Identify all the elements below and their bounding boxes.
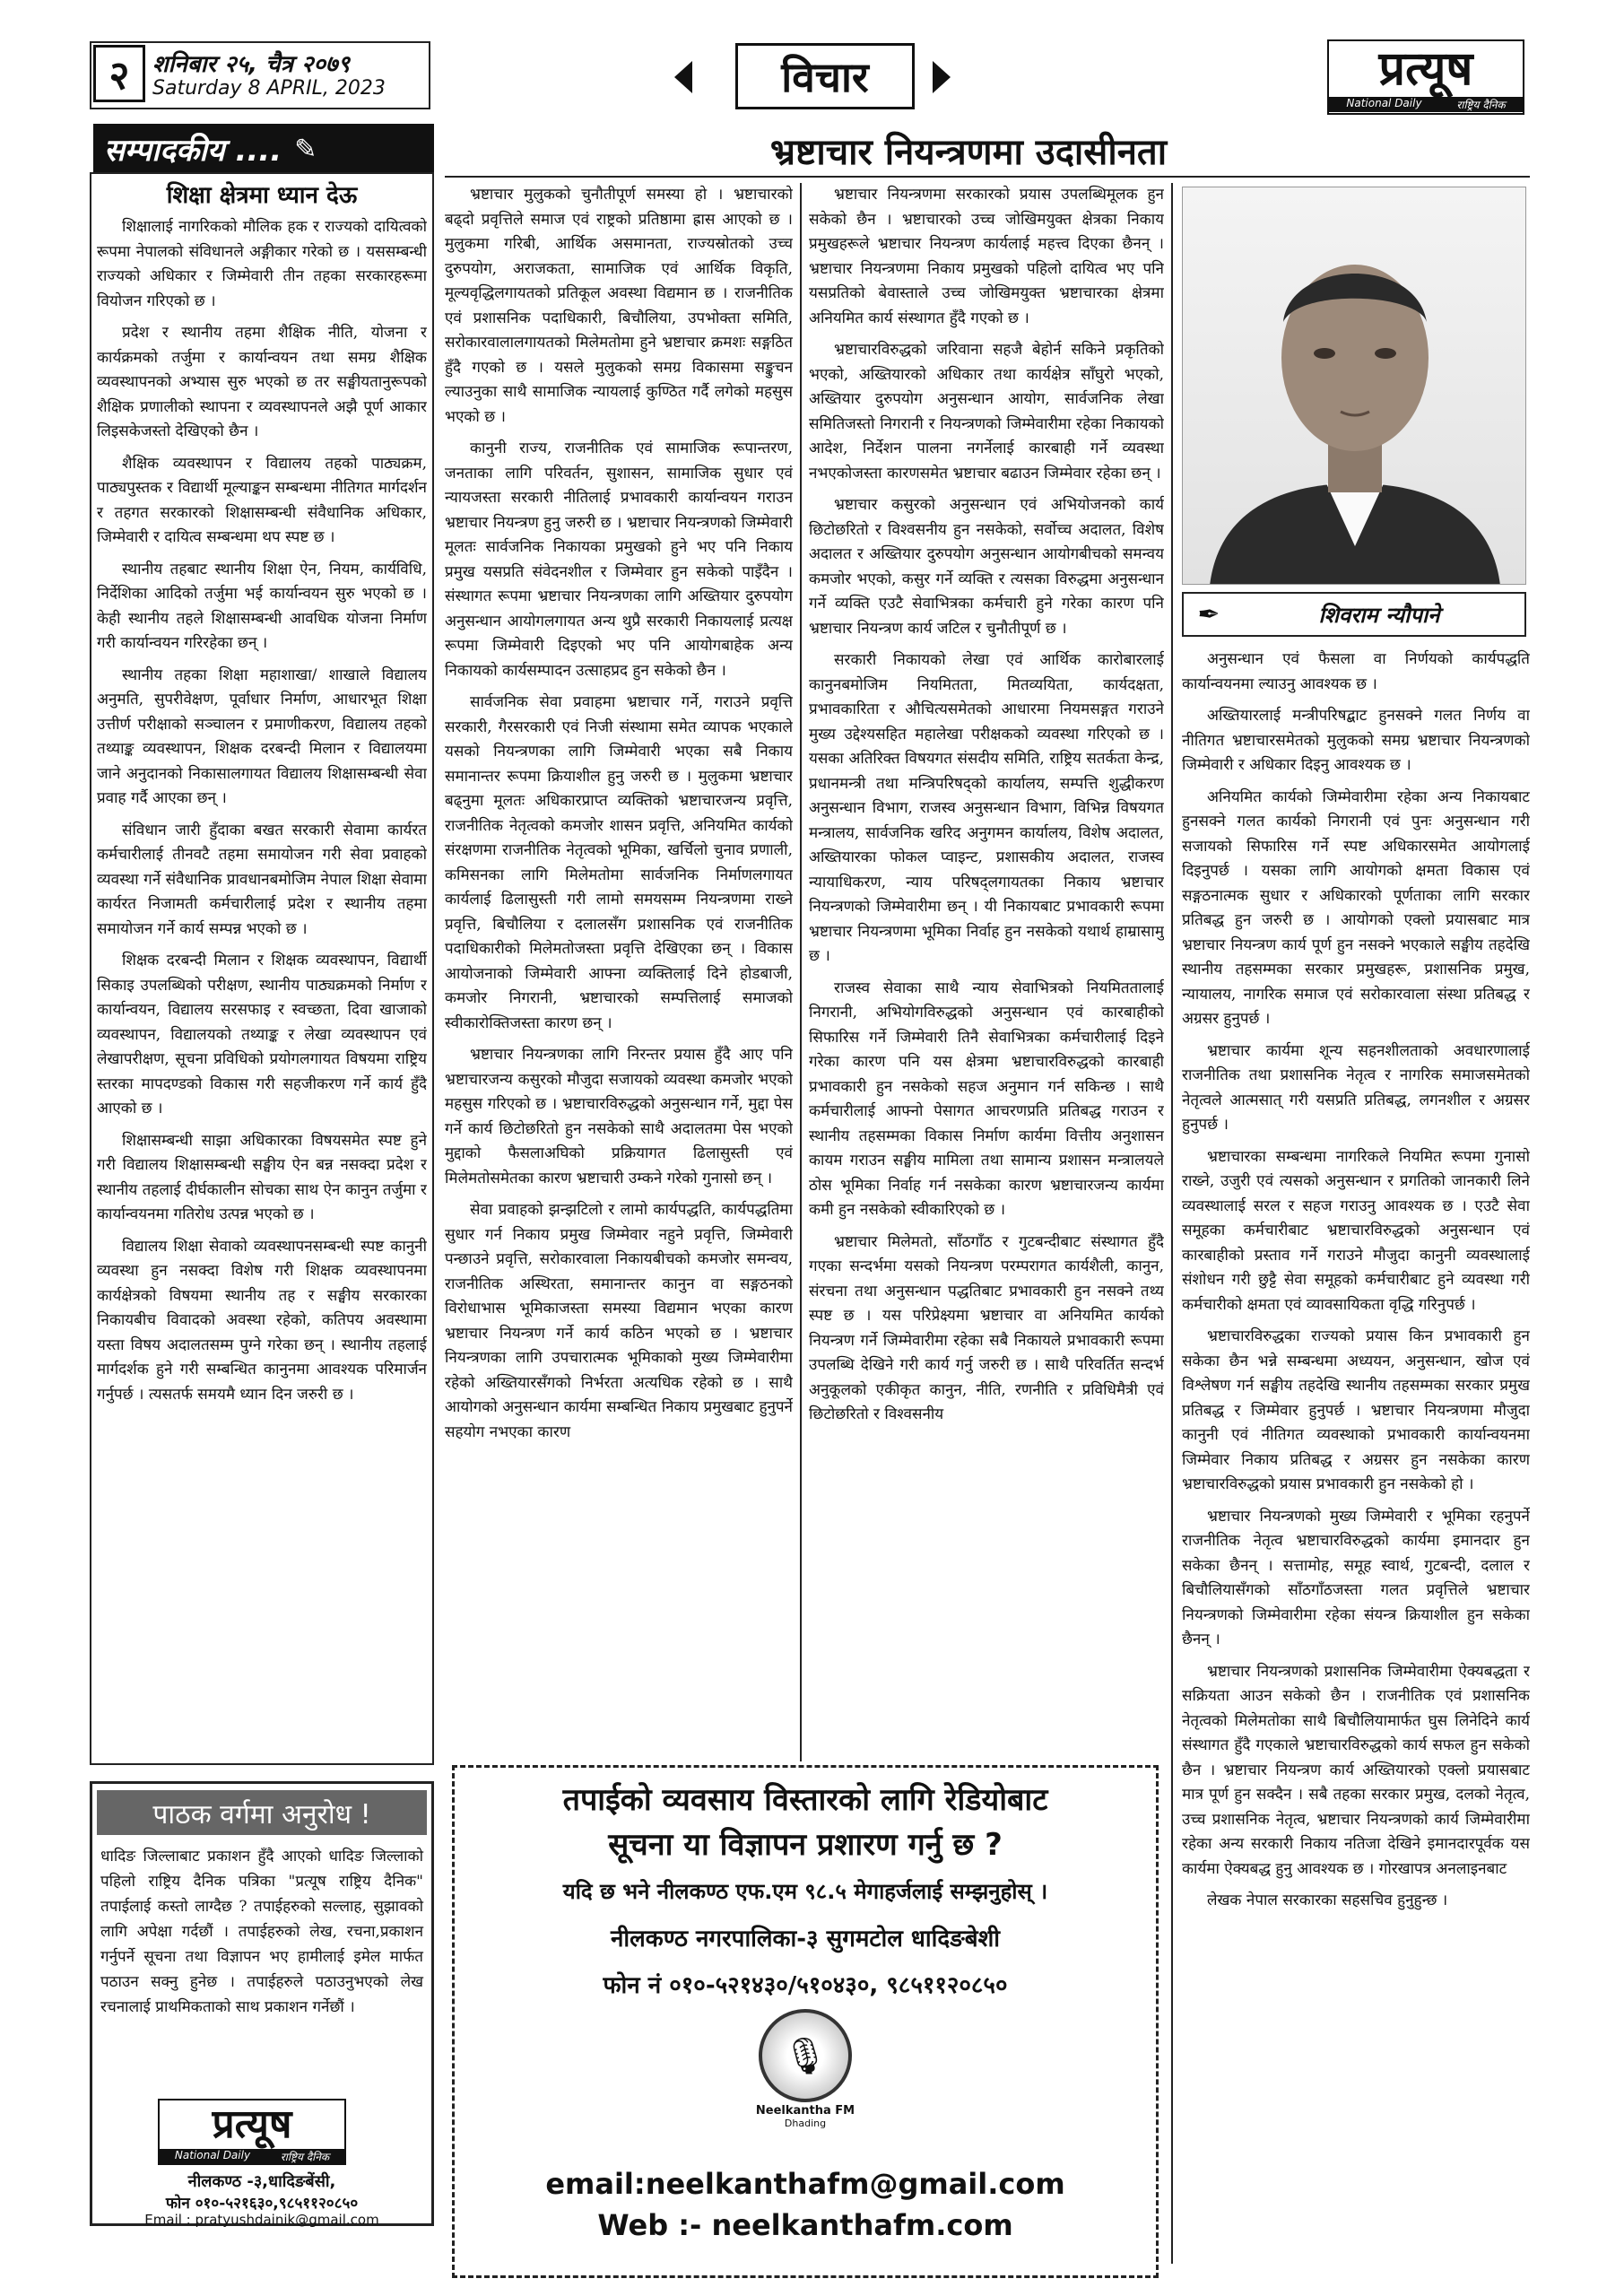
ad-line-2: सूचना या विज्ञापन प्रशारण गर्नु छ ? bbox=[608, 1827, 1003, 1863]
editorial-banner-label: सम्पादकीय .... bbox=[104, 133, 282, 169]
paragraph: सेवा प्रवाहको झन्झटिलो र लामो कार्यपद्धति, कार्यपद्धतिमा सुधार गर्न निकाय प्रमुख जिम्मेवार नहुने प्रवृत्ति, जिम्मेवारी पन्छाउने प्रवृत्ति, सरोकारवाला निकायबीचको कमजोर समन्वय, राजनीतिक अस्थिरता, समानान्तर कानुन वा सङ्गठनको विरोधाभास भूमिकाजस्ता समस्या विद्यमान भएका कारण भ्रष्टाचार नियन्त्रण गर्ने कार्य कठिन भएको छ । भ्रष्टाचार नियन्त्रणका लागि उपचारात्मक भूमिकाको मुख्य जिम्मेवारीमा रहेको अख्तियारसँगको निर्भरता अत्यधिक रहेको छ । साथै आयोगको अनुसन्धान कार्यमा सम्बन्धित निकाय प्रमुखबाट हुनुपर्ने सहयोग नभएका कारण bbox=[445, 1201, 793, 1441]
date-english: Saturday 8 APRIL, 2023 bbox=[152, 77, 386, 100]
paragraph: सरकारी निकायको लेखा एवं आर्थिक कारोबारलाई कानुनबमोजिम नियमितता, मितव्ययिता, कार्यदक्षता, प्रभावकारिता र औचित्यसमेतको आधारमा नियमसङ्गत गराउने मुख्य उद्देश्यसहित महालेखा परीक्षकको व्यवस्था गरिएको छ । यसका अतिरिक्त विषयगत संसदीय समिति, राष्ट्रिय सतर्कता केन्द्र, प्रधानमन्त्री तथा मन्त्रिपरिषद्को कार्यालय, सम्पत्ति शुद्धीकरण अनुसन्धान विभाग, राजस्व अनुसन्धान विभाग, विभिन्न विषयगत मन्त्रालय, सार्वजनिक खरिद अनुगमन कार्यालय, विशेष अदालत, अख्तियारका फोकल प्वाइन्ट, प्रशासकीय अदालत, राजस्व न्यायाधिकरण, न्याय परिषद्लगायतका निकाय भ्रष्टाचार नियन्त्रणको जिम्मेवारीमा छन् । यी निकायबाट प्रभावकारी रूपमा भ्रष्टाचार नियन्त्रणमा भूमिका निर्वाह हुन नसकेको यथार्थ हाम्रासामु छ । bbox=[809, 651, 1164, 965]
paragraph: शिक्षासम्बन्धी साझा अधिकारका विषयसमेत स्पष्ट हुने गरी विद्यालय शिक्षासम्बन्धी सङ्घीय ऐन बन्न नसक्दा प्रदेश र स्थानीय तहलाई दीर्घकालीन सोचका साथ ऐन कानुन तर्जुमा र कार्यान्वयनमा गतिरोध उत्पन्न भएको छ । bbox=[97, 1131, 427, 1223]
paragraph: भ्रष्टाचार कसुरको अनुसन्धान एवं अभियोजनको कार्य छिटोछरितो र विश्वसनीय हुन नसकेको, सर्वोच्च अदालत, विशेष अदालत र अख्तियार दुरुपयोग अनुसन्धान आयोगबीचको समन्वय कमजोर भएको, कसुर गर्ने व्यक्ति र त्यसका विरुद्धमा अनुसन्धान गर्ने व्यक्ति एउटै सेवाभित्रका कर्मचारी हुने गरेका कारण पनि भ्रष्टाचार नियन्त्रण कार्य जटिल र चुनौतीपूर्ण छ । bbox=[809, 496, 1164, 638]
logo-sub-right: राष्ट्रिय दैनिक bbox=[1456, 99, 1506, 111]
masthead-logo bbox=[1327, 39, 1524, 115]
paragraph: भ्रष्टाचार नियन्त्रणको प्रशासनिक जिम्मेवारीमा ऐक्यबद्धता र सक्रियता आउन सकेको छैन । राजनीतिक एवं प्रशासनिक नेतृत्वको मिलेमतोका साथै बिचौलियामार्फत घुस लिनेदिने कार्य संस्थागत हुँदै गएकाले भ्रष्टाचारविरुद्धको कार्य सफल हुन सकेको छैन । भ्रष्टाचार नियन्त्रण कार्य अख्तियारको एक्लो प्रयासबाट मात्र पूर्ण हुन सक्दैन । सबै तहका सरकार प्रमुख, दलको नेतृत्व, उच्च प्रशासनिक नेतृत्व, भ्रष्टाचार नियन्त्रणको कार्य जिम्मेवारीमा रहेका अन्य सरकारी निकाय नतिजा देखिने इमानदारपूर्वक यस कार्यमा ऐक्यबद्ध हुनु आवश्यक छ । गोरखापत्र अनलाइनबाट bbox=[1182, 1662, 1530, 1878]
radio-logo-text: Neelkantha FM bbox=[755, 2104, 855, 2118]
paragraph: स्थानीय तहका शिक्षा महाशाखा/ शाखाले विद्यालय अनुमति, सुपरीवेक्षण, पूर्वाधार निर्माण, आधारभूत शिक्षा उत्तीर्ण परीक्षाको सञ्चालन र प्रमाणीकरण, विद्यालय तहको तथ्याङ्क व्यवस्थापन, शिक्षक दरबन्दी मिलान र विद्यालयमा जाने अनुदानको निकासालगायत विद्यालय शिक्षासम्बन्धी सेवा प्रवाह गर्दै आएका छन् । bbox=[97, 665, 427, 807]
section-arrow-right-icon bbox=[933, 61, 951, 93]
editorial-body bbox=[97, 215, 427, 1758]
paragraph: शिक्षालाई नागरिकको मौलिक हक र राज्यको दायित्वको रूपमा नेपालको संविधानले अङ्गीकार गरेको छ । यससम्बन्धी राज्यको अधिकार र जिम्मेवारी तीन तहका सरकारहरूमा वियोजन गरिएको छ । bbox=[97, 218, 427, 310]
paragraph: अनियमित कार्यको जिम्मेवारीमा रहेका अन्य निकायबाट हुनसक्ने गलत कार्यको निगरानी एवं पुनः अनुसन्धान गरी सजायको सिफारिस गर्ने स्पष्ट अधिकारसमेत आयोगलाई दिइनुपर्छ । यसका लागि आयोगको क्षमता विकास एवं सङ्गठनात्मक सुधार र अधिकारको पूर्णताका लागि सरकार प्रतिबद्ध हुन जरुरी छ । आयोगको एक्लो प्रयासबाट मात्र भ्रष्टाचार नियन्त्रण कार्य पूर्ण हुन नसक्ने भएकाले सङ्घीय तहदेखि स्थानीय तहसम्मका सरकार प्रमुखहरू, प्रशासनिक प्रमुख, न्यायालय, नागरिक समाज एवं सरोकारवाला संस्था प्रतिबद्ध र अग्रसर हुनुपर्छ । bbox=[1182, 787, 1530, 1028]
paragraph: राजस्व सेवाका साथै न्याय सेवाभित्रको नियमिततालाई निगरानी, अभियोगविरुद्धको अनुसन्धान एवं कारबाहीको सिफारिस गर्ने जिम्मेवारी तिनै सेवाभित्रका कर्मचारीलाई दिइने गरेका कारण पनि यस क्षेत्रमा भ्रष्टाचारविरुद्धको कारबाही प्रभावकारी हुन नसकेको सहज अनुमान गर्न सकिन्छ । साथै कर्मचारीलाई आफ्नो पेसागत आचरणप्रति प्रतिबद्ध गराउन र स्थानीय तहसम्मका विकास निर्माण कार्यमा वित्तीय अनुशासन कायम गराउन सङ्घीय मामिला तथा सामान्य प्रशासन मन्त्रालयले ठोस भूमिका निर्वाह गर्न नसकेका कारण भ्रष्टाचारजन्य कार्यमा कमी हुन नसकेको स्वीकारिएको छ । bbox=[809, 978, 1164, 1219]
paragraph: अख्तियारलाई मन्त्रीपरिषद्बाट हुनसक्ने गलत निर्णय वा नीतिगत भ्रष्टाचारसमेतको मुलुकको समग्र भ्रष्टाचार नियन्त्रणको जिम्मेवारी र अधिकार दिइनु आवश्यक छ । bbox=[1182, 707, 1530, 774]
ad-web: Web :- neelkanthafm.com bbox=[597, 2208, 1013, 2242]
feather-pen-icon: ✒ bbox=[1197, 598, 1220, 631]
paragraph: शैक्षिक व्यवस्थापन र विद्यालय तहको पाठ्यक्रम, पाठ्यपुस्तक र विद्यार्थी मूल्याङ्कन सम्बन्धमा नीतिगत मार्गदर्शन र तहगत सरकारको शिक्षासम्बन्धी संवैधानिक अधिकार, जिम्मेवारी र दायित्व सम्बन्धमा थप स्पष्ट छ । bbox=[97, 454, 427, 546]
reader-request-address: नीलकण्ठ -३,धादिङबेंसी, bbox=[187, 2172, 336, 2191]
reader-request-logo bbox=[158, 2099, 346, 2165]
date-nepali: शनिबार २५, चैत्र २०७९ bbox=[152, 51, 351, 78]
ad-line-5: फोन नं ०१०-५२१४३०/५१०४३०, ९८५११२०८५० bbox=[603, 1972, 1008, 1999]
radio-logo-sub: Dhading bbox=[784, 2118, 827, 2129]
reader-request-phone: फोन ०१०-५२१६३०,९८५११२०८५० bbox=[165, 2195, 359, 2213]
author-name: शिवराम न्यौपाने bbox=[1318, 602, 1440, 628]
logo-subbar bbox=[1329, 97, 1523, 112]
column-divider-1 bbox=[800, 183, 802, 1761]
radio-logo bbox=[743, 2009, 868, 2129]
article-column-1 bbox=[445, 183, 793, 1761]
article-headline: भ्रष्टाचार नियन्त्रणमा उदासीनता bbox=[769, 132, 1168, 173]
logo-sub-left: National Daily bbox=[1346, 97, 1422, 109]
section-arrow-left-icon bbox=[674, 61, 692, 93]
author-portrait-illustration bbox=[1183, 187, 1526, 585]
paragraph: भ्रष्टाचार नियन्त्रणका लागि निरन्तर प्रयास हुँदै आए पनि भ्रष्टाचारजन्य कसुरको मौजुदा सजायको व्यवस्था कमजोर भएको महसुस गरिएको छ । भ्रष्टाचारविरुद्धको अनुसन्धान गर्ने, मुद्दा पेस गर्ने कार्य छिटोछरितो हुन नसकेको साथै अदालतमा पेस भएको मुद्दाको फैसलाअघिको प्रक्रियागत ढिलासुस्ती एवं मिलेमतोसमेतका कारण भ्रष्टाचारी उम्कने गरेको गुनासो छन् । bbox=[445, 1046, 793, 1187]
paragraph: विद्यालय शिक्षा सेवाको व्यवस्थापनसम्बन्धी स्पष्ट कानुनी व्यवस्था हुन नसक्दा विशेष गरी शिक्षक व्यवस्थापनमा कार्यक्षेत्रको विषयमा स्थानीय तह र सङ्घीय सरकारका निकायबीच विवादको अवस्था रहेको, कतिपय अवस्थामा यस्ता विषय अदालतसम्म पुग्ने गरेका छन् । स्थानीय तहलाई मार्गदर्शक हुने गरी सम्बन्धित कानुनमा आवश्यक परिमार्जन गर्नुपर्छ । त्यसतर्फ समयमै ध्यान दिन जरुरी छ । bbox=[97, 1237, 427, 1404]
article-column-2 bbox=[809, 183, 1164, 1761]
pen-icon: ✎ bbox=[294, 133, 317, 165]
paragraph: सार्वजनिक सेवा प्रवाहमा भ्रष्टाचार गर्ने, गराउने प्रवृत्ति सरकारी, गैरसरकारी एवं निजी संस्थामा समेत व्यापक भएकाले यसको नियन्त्रणका लागि जिम्मेवारी भएका सबै निकाय समानान्तर रूपमा क्रियाशील हुनु जरुरी छ । मुलुकमा भ्रष्टाचार बढ्नुमा मूलतः अधिकारप्राप्त व्यक्तिको भ्रष्टाचारजन्य प्रवृत्ति, राजनीतिक नेतृत्वको कमजोर शासन प्रवृत्ति, अनियमित कार्यको संरक्षणमा राजनीतिक नेतृत्वको भूमिका, खर्चिलो चुनाव प्रणाली, कमिसनका लागि मिलेमतोमा सार्वजनिक निर्माणलगायत कार्यलाई ढिलासुस्ती गरी लामो समयसम्म नियन्त्रणमा राख्ने प्रवृत्ति, बिचौलिया र दलालसँग प्रशासनिक एवं राजनीतिक पदाधिकारीको मिलेमतोजस्ता प्रवृत्ति देखिएका छन् । विकास आयोजनाको जिम्मेवारी आफ्ना व्यक्तिलाई दिने होडबाजी, कमजोर निगरानी, भ्रष्टाचारको सम्पत्तिलाई समाजको स्वीकारोक्तिजस्ता कारण छन् । bbox=[445, 693, 793, 1032]
author-name-box bbox=[1182, 592, 1526, 637]
logo-text: प्रत्यूष bbox=[1378, 41, 1473, 96]
ad-email: email:neelkanthafm@gmail.com bbox=[545, 2167, 1065, 2201]
paragraph: भ्रष्टाचार नियन्त्रणको मुख्य जिम्मेवारी र भूमिका रहनुपर्ने राजनीतिक नेतृत्व भ्रष्टाचारविरुद्धको कार्यमा इमानदार हुन सकेका छैनन् । सत्तामोह, समूह स्वार्थ, गुटबन्दी, दलाल र बिचौलियासँगको साँठगाँठजस्ता गलत प्रवृत्तिले भ्रष्टाचार नियन्त्रणको जिम्मेवारीमा रहेका संयन्त्र क्रियाशील हुन सकेका छैनन् । bbox=[1182, 1507, 1530, 1648]
logo-sub-left-small: National Daily bbox=[174, 2149, 251, 2161]
paragraph: कानुनी राज्य, राजनीतिक एवं सामाजिक रूपान्तरण, जनताका लागि परिवर्तन, सुशासन, सामाजिक सुधार एवं न्यायजस्ता सरकारी नीतिलाई प्रभावकारी कार्यान्वयन गराउन भ्रष्टाचार नियन्त्रण हुनु जरुरी छ । भ्रष्टाचार नियन्त्रणको जिम्मेवारी मूलतः सार्वजनिक निकायका प्रमुखको हुने भए पनि निकाय प्रमुख यसप्रति संवेदनशील र जिम्मेवार हुन सकेको पाइँदैन । संस्थागत रूपमा भ्रष्टाचार नियन्त्रणका लागि अख्तियार दुरुपयोग अनुसन्धान आयोगलगायत अन्य थुप्रै सरकारी निकायलाई प्रत्यक्ष रूपमा जिम्मेवारी दिइएको भए पनि आयोगबाहेक अन्य निकायको कार्यसम्पादन उत्साहप्रद हुन सकेको छैन । bbox=[445, 439, 793, 680]
paragraph: लेखक नेपाल सरकारका सहसचिव हुनुहुन्छ । bbox=[1207, 1892, 1448, 1909]
ad-line-1: तपाईको व्यवसाय विस्तारको लागि रेडियोबाट bbox=[562, 1782, 1048, 1818]
paragraph: भ्रष्टाचार मिलेमतो, साँठगाँठ र गुटबन्दीबाट संस्थागत हुँदै गएका सन्दर्भमा यसको नियन्त्रण परम्परागत कार्यशैली, कानुन, संरचना तथा अनुसन्धान पद्धतिबाट प्रभावकारी हुन नसक्ने तथ्य स्पष्ट छ । यस परिप्रेक्ष्यमा भ्रष्टाचार वा अनियमित कार्यको नियन्त्रण गर्ने जिम्मेवारीमा रहेका सबै निकायले प्रभावकारी रूपमा उपलब्धि देखिने गरी कार्य गर्नु जरुरी छ । साथै परिवर्तित सन्दर्भ अनुकूलको एकीकृत कानुन, नीति, रणनीति र प्रविधिमैत्री एवं छिटोछरितो र विश्वसनीय bbox=[809, 1232, 1164, 1423]
logo-subbar-small bbox=[160, 2149, 344, 2164]
paragraph: शिक्षक दरबन्दी मिलान र शिक्षक व्यवस्थापन, विद्यार्थी सिकाइ उपलब्धिको परीक्षण, स्थानीय पाठ्यक्रमको निर्माण र कार्यान्वयन, विद्यालय सरसफाइ र स्वच्छता, दिवा खाजाको व्यवस्थापन, विद्यालयको तथ्याङ्क र लेखा व्यवस्थापन एवं लेखापरीक्षण, सूचना प्रविधिको प्रयोगलगायत विषयमा राष्ट्रिय स्तरका मापदण्डको विकास गरी सहजीकरण गर्ने कार्य हुँदै आएको छ । bbox=[97, 952, 427, 1118]
paragraph: भ्रष्टाचारका सम्बन्धमा नागरिकले नियमित रूपमा गुनासो राख्ने, उजुरी एवं त्यसको अनुसन्धान र प्रगतिको जानकारी लिने व्यवस्थालाई सरल र सहज गराउनु आवश्यक छ । एउटै सेवा समूहका कर्मचारीबाट भ्रष्टाचारविरुद्धको अनुसन्धान एवं कारबाहीको प्रस्ताव गर्ने गराउने मौजुदा कानुनी व्यवस्थालाई संशोधन गरी छुट्टै सेवा समूहको कर्मचारीबाट हुने व्यवस्था गरी कर्मचारीको क्षमता एवं व्यावसायिकता वृद्धि गरिनुपर्छ । bbox=[1182, 1147, 1530, 1314]
paragraph: भ्रष्टाचारविरुद्धका राज्यको प्रयास किन प्रभावकारी हुन सकेका छैन भन्ने सम्बन्धमा अध्ययन, अनुसन्धान, खोज एवं विश्लेषण गर्न सङ्घीय तहदेखि स्थानीय तहसम्मका सरकार प्रमुख प्रतिबद्ध र जिम्मेवार हुनुपर्छ । भ्रष्टाचार नियन्त्रणमा मौजुदा कानुनी एवं नीतिगत व्यवस्थाको प्रभावकारी कार्यान्वयनमा जिम्मेवार निकाय प्रतिबद्ध र अग्रसर हुन नसकेका कारण भ्रष्टाचारविरुद्धको प्रयास प्रभावकारी हुन नसकेको हो । bbox=[1182, 1327, 1530, 1493]
paragraph: भ्रष्टाचारविरुद्धको जरिवाना सहजै बेहोर्न सकिने प्रकृतिको भएको, अख्तियारको अधिकार तथा कार्यक्षेत्र साँघुरो भएको, अख्तियार दुरुपयोग अनुसन्धान आयोग, सार्वजनिक लेखा समितिजस्तो निगरानी र नियन्त्रणको जिम्मेवारीमा रहेका निकायको आदेश, निर्देशन पालना नगर्नेलाई कारबाही गर्ने व्यवस्था नभएकोजस्ता कारणसमेत भ्रष्टाचार बढाउन जिम्मेवार रहेका छन् । bbox=[809, 341, 1164, 483]
paragraph: अनुसन्धान एवं फैसला वा निर्णयको कार्यपद्धति कार्यान्वयनमा ल्याउनु आवश्यक छ । bbox=[1182, 650, 1530, 693]
section-title: विचार bbox=[735, 43, 915, 109]
reader-request-title: पाठक वर्गमा अनुरोध ! bbox=[97, 1790, 427, 1835]
headline-rule bbox=[445, 176, 1530, 178]
paragraph: प्रदेश र स्थानीय तहमा शैक्षिक नीति, योजना र कार्यक्रमको तर्जुमा र कार्यान्वयन तथा समग्र शैक्षिक व्यवस्थापनको अभ्यास सुरु भएको छ तर सङ्घीयतानुरूपको शैक्षिक प्रणालीको स्थापना र व्यवस्थापनले अझै पूर्ण आकार लिइसकेजस्तो देखिएको छैन । bbox=[97, 324, 427, 440]
paragraph: स्थानीय तहबाट स्थानीय शिक्षा ऐन, नियम, कार्यविधि, निर्देशिका आदिको तर्जुमा भई कार्यान्वयन सुरु भएको छ । केही स्थानीय तहले शिक्षासम्बन्धी आवधिक योजना निर्माण गरी कार्यान्वयन गरिरहेका छन् । bbox=[97, 560, 427, 652]
editorial-banner bbox=[93, 124, 434, 174]
paragraph: भ्रष्टाचार कार्यमा शून्य सहनशीलताको अवधारणालाई राजनीतिक तथा प्रशासनिक नेतृत्व र नागरिक समाजसमेतको नेतृत्वले आत्मसात् गरी यसप्रति प्रतिबद्ध, लगनशील र अग्रसर हुनुपर्छ । bbox=[1182, 1041, 1530, 1134]
logo-sub-right-small: राष्ट्रिय दैनिक bbox=[280, 2151, 330, 2163]
logo-text-small: प्रत्यूष bbox=[212, 2101, 292, 2147]
reader-request-email: Email : pratyushdainik@gmail.com bbox=[144, 2212, 379, 2228]
paragraph: भ्रष्टाचार मुलुकको चुनौतीपूर्ण समस्या हो । भ्रष्टाचारको बढ्दो प्रवृत्तिले समाज एवं राष्ट्रको प्रतिष्ठामा ह्रास आएको छ । मुलुकमा गरिबी, आर्थिक असमानता, राज्यस्रोतको उच्च दुरुपयोग, अराजकता, सामाजिक एवं आर्थिक विकृति, मूल्यवृद्धिलगायतको प्रतिकूल अवस्था विद्यमान छ । राजनीतिक एवं प्रशासनिक पदाधिकारी, बिचौलिया, उपभोक्ता समिति, सरोकारवालालगायतको मिलेमतोमा हुने भ्रष्टाचार क्रमशः सङ्गठित हुँदै गएको छ । यसले मुलुकको समग्र विकासमा सङ्कुचन ल्याउनुका साथै सामाजिक न्यायलाई कुण्ठित गर्दै लगेको महसुस भएको छ । bbox=[445, 186, 793, 426]
reader-request-body: धादिङ जिल्लाबाट प्रकाशन हुँदै आएको धादिङ जिल्लाको पहिलो राष्ट्रिय दैनिक पत्रिका "प्रत्यूष राष्ट्रिय दैनिक" तपाईलाई कस्तो लाग्दैछ ? तपाईहरुको सल्लाह, सुझावको लागि अपेक्षा गर्दछौं । तपाईहरुको लेख, रचना,प्रकाशन गर्नुपर्ने सूचना तथा विज्ञापन भए हामीलाई इमेल मार्फत पठाउन सक्नु हुनेछ । तपाईहरुले पठाउनुभएको लेख रचनालाई प्राथमिकताको साथ प्रकाशन गर्नेछौं । bbox=[100, 1848, 423, 2016]
ad-line-4: नीलकण्ठ नगरपालिका-३ सुगमटोल धादिङबेशी bbox=[611, 1926, 1000, 1952]
ad-line-3: यदि छ भने नीलकण्ठ एफ.एम ९८.५ मेगाहर्जलाई सम्झनुहोस् । bbox=[562, 1879, 1048, 1904]
page-number: २ bbox=[93, 45, 145, 102]
column-divider-2 bbox=[1171, 183, 1173, 2264]
author-photo bbox=[1182, 187, 1526, 585]
article-column-3 bbox=[1182, 648, 1530, 2253]
paragraph: संविधान जारी हुँदाका बखत सरकारी सेवामा कार्यरत कर्मचारीलाई तीनवटै तहमा समायोजन गरी सेवा प्रवाहको व्यवस्था गर्ने संवैधानिक प्रावधानबमोजिम नेपाल शिक्षा सेवामा कार्यरत निजामती कर्मचारीलाई प्रदेश र स्थानीय तहमा समायोजन गर्ने कार्य सम्पन्न भएको छ । bbox=[97, 821, 427, 938]
editorial-title: शिक्षा क्षेत्रमा ध्यान देऊ bbox=[166, 182, 358, 209]
paragraph: भ्रष्टाचार नियन्त्रणमा सरकारको प्रयास उपलब्धिमूलक हुन सकेको छैन । भ्रष्टाचारको उच्च जोखिमयुक्त क्षेत्रका निकाय प्रमुखहरूले भ्रष्टाचार नियन्त्रण कार्यलाई महत्त्व दिएका छैनन् । भ्रष्टाचार नियन्त्रणमा निकाय प्रमुखको पहिलो दायित्व भए पनि यसप्रतिको बेवास्ताले उच्च जोखिमयुक्त भ्रष्टाचारका क्षेत्रमा अनियमित कार्य संस्थागत हुँदै गएको छ । bbox=[809, 186, 1164, 327]
microphone-icon: 🎙 bbox=[759, 2009, 852, 2102]
